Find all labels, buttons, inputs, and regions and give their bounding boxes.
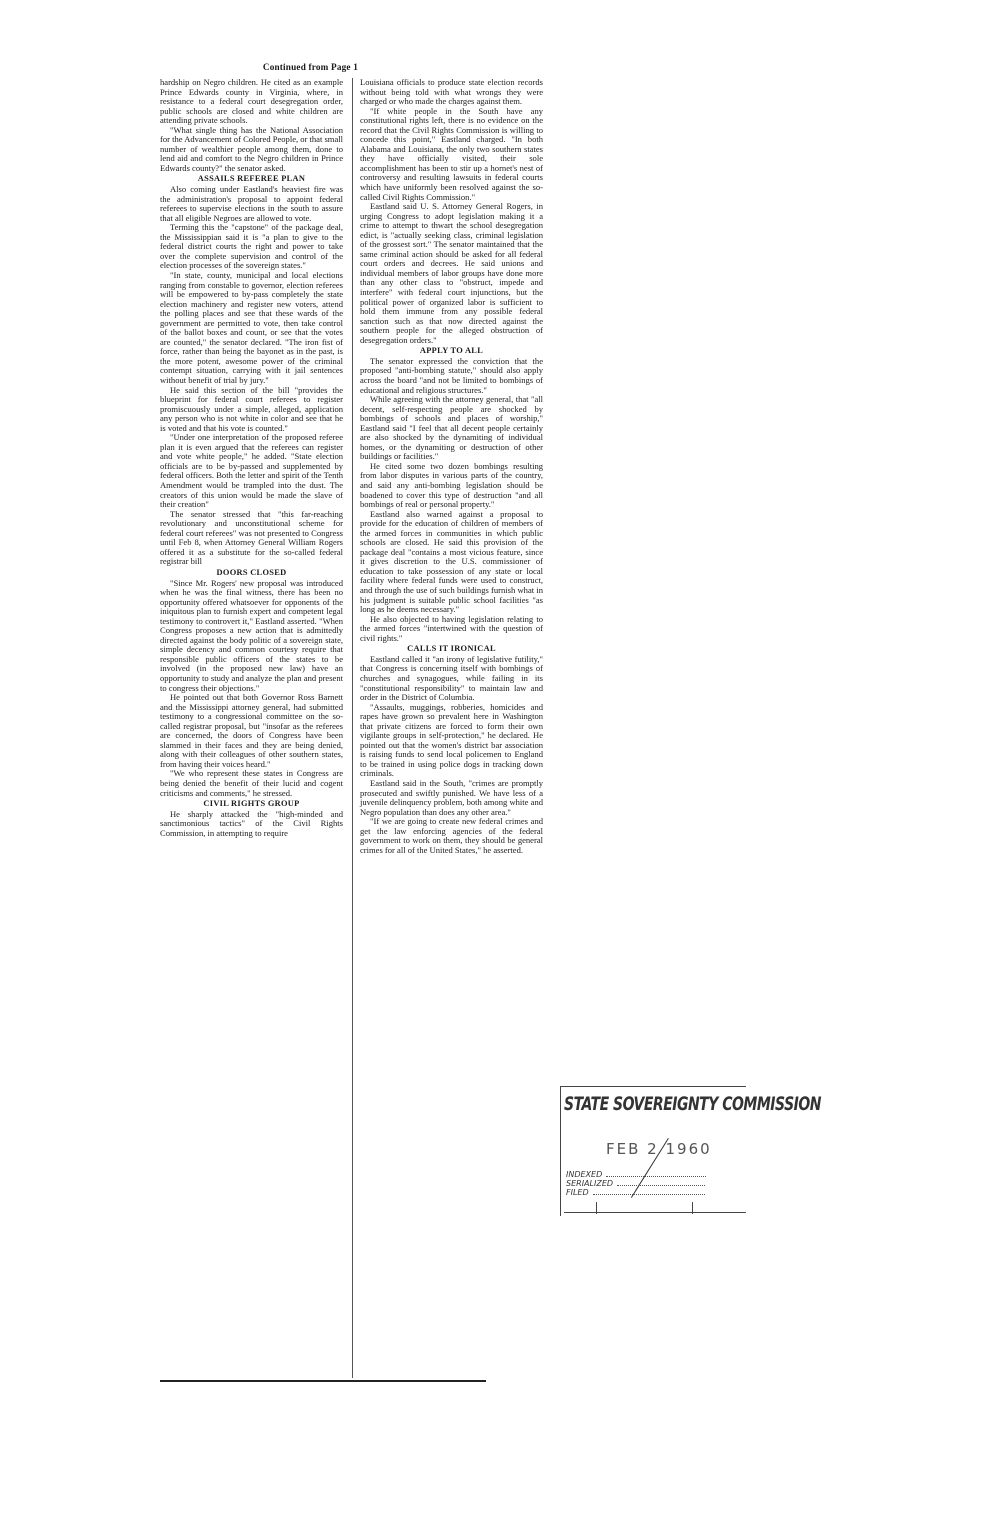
- article-paragraph: "Since Mr. Rogers' new proposal was introduced when he was the final witness, there has been no opportunity offered whatsoever for opponents of the iniquitous plan to furnish expert and competent legal testimony to controvert it," Eastland asserted. "When Congress proposes a new action that is admittedly directed against the body politic of a sovereign state, simple decency and common courtesy require that responsible public officers of the states to be involved (in the proposed new law) have an opportunity to study and analyze the plan and present to congress their objections.": [160, 577, 343, 693]
- stamp-frame-left: [560, 1086, 561, 1216]
- article-paragraph: Eastland also warned against a proposal to provide for the education of children of members of the armed forces in communities in which public schools are closed. He said this provision of the package deal "contains a most vicious feature, since it gives discretion to the U.S. commissioner of education to take possession of any state or local facility where federal funds were used to construct, and through the use of such buildings furnish what in his judgment is suitable public school facilities "as long as he deems necessary.": [360, 508, 543, 615]
- article-paragraph: "In state, county, municipal and local elections ranging from constable to governor, election referees will be empowered to by-pass completely the state election machinery and register new voters, attend the polling places and see that these wards of the government are permitted to vote, then take control of the ballot boxes and count, or see that the votes are counted," the senator declared. "The iron fist of force, rather than being the bayonet as in the past, is the more potent, awesome power of the criminal contempt situation, carrying with it jail sentences without benefit of trial by jury.": [160, 269, 343, 385]
- stamp-frame-top: [560, 1086, 746, 1087]
- stamp-title: STATE SOVEREIGNTY COMMISSION: [564, 1094, 821, 1116]
- stamp-field-line: [593, 1194, 705, 1195]
- article-paragraph: "We who represent these states in Congress are being denied the benefit of their lucid and cogent criticisms and comments," he stressed.: [160, 768, 343, 798]
- article-paragraph: He cited some two dozen bombings resulting from labor disputes in various parts of the country, and said any anti-bombing legislation should be boadened to cover this type of destruction "and all bombings of real or personal property.": [360, 460, 543, 510]
- article-paragraph: Terming this the "capstone" of the package deal, the Mississippian said it is "a plan to give to the federal district courts the right and power to take over the complete supervision and control of the election processes of the sovereign states.": [160, 222, 343, 271]
- stamp-field-serialized: [566, 1179, 706, 1188]
- stamp-field-label: INDEXED: [566, 1170, 603, 1179]
- article-paragraph: Eastland said U. S. Attorney General Rogers, in urging Congress to adopt legislation making it a crime to attempt to thwart the school desegregation edict, is "actually seeking class, criminal legislation of the grossest sort." The senator maintained that the same criminal action should be asked for all federal court orders and decrees. He said unions and individual members of labor groups have done more than any other class to "obstruct, impede and interfere" with federal court injunctions, but the political power of organized labor is sufficient to hold them immune from any possible federal sanction such as that now directed against the southern people for the alleged obstruction of desegregation orders.": [360, 201, 543, 345]
- article-paragraph: "What single thing has the National Association for the Advancement of Colored People, or that small number of wealthier people among them, done to lend aid and comfort to the Negro children in Prince Edwards county?" the senator asked.: [160, 124, 343, 173]
- stamp-field-label: SERIALIZED: [566, 1179, 614, 1188]
- article-paragraph: He said this section of the bill "provides the blueprint for federal court referees to register promiscuously under a simple, alleged, application any person who is not white in color and see that he is voted and that his vote is counted.": [160, 384, 343, 433]
- section-subheading: DOORS CLOSED: [216, 567, 287, 577]
- article-paragraph: Also coming under Eastland's heaviest fire was the administration's proposal to appoint federal referees to supervise elections in the south to assure that all eligible Negroes are allowed to vote.: [160, 184, 343, 223]
- stamp-field-line: [617, 1185, 705, 1186]
- commission-stamp: [556, 1080, 821, 1220]
- stamp-box-tick: [692, 1202, 693, 1214]
- article-paragraph: "If we are going to create new federal crimes and get the law enforcing agencies of the federal government to work on them, they should be general crimes for all of the United States," he asserted.: [360, 816, 543, 855]
- stamp-field-line: [606, 1176, 706, 1177]
- article-paragraph: The senator stressed that "this far-reaching revolutionary and unconstitutional scheme for federal court referees" was not presented to Congress until Feb 8, when Attorney General William Rogers offered it as a substitute for the so-called federal registrar bill: [160, 508, 343, 567]
- section-subheading: APPLY TO ALL: [419, 346, 484, 356]
- column-divider: [352, 78, 353, 1378]
- article-paragraph: The senator expressed the conviction that the proposed "anti-bombing statute," should also apply across the board "and not be limited to bombings of educational and religious structures.": [360, 355, 543, 395]
- article-paragraph: While agreeing with the attorney general, that "all decent, self-respecting people are shocked by bombings of schools and places of worship," Eastland said "I feel that all decent people certainly are also shocked by the dynamiting of individual homes, or the dynamiting or destruction of other buildings or facilities.": [360, 394, 543, 462]
- stamp-field-label: FILED: [566, 1188, 589, 1197]
- stamp-bottom-box: [564, 1202, 746, 1213]
- article-paragraph: He also objected to having legislation relating to the armed forces "intertwined with the question of civil rights.": [360, 613, 543, 643]
- article-column-right: [360, 78, 543, 855]
- section-subheading: ASSAILS REFEREE PLAN: [197, 174, 306, 184]
- article-paragraph: Eastland called it "an irony of legislative futility," that Congress is concerning itself with bombings of churches and synagogues, while failing in its "constitutional responsibility" to maintain law and order in the District of Columbia.: [360, 653, 543, 703]
- continued-from-header: Continued from Page 1: [262, 62, 358, 72]
- section-subheading: CALLS IT IRONICAL: [407, 644, 496, 654]
- article-paragraph: Eastland said in the South, "crimes are promptly prosecuted and swiftly punished. We have less of a juvenile delinquency problem, both among white and Negro population than does any other area.": [360, 778, 543, 817]
- article-paragraph: "Under one interpretation of the proposed referee plan it is even argued that the referees can register and vote white people," he added. "State election officials are to be by-passed and supplemented by federal officers. Both the letter and spirit of the Tenth Amendment would be trampled into the dust. The creators of this union would be made the slave of their creation": [160, 432, 343, 510]
- article-paragraph: "If white people in the South have any constitutional rights left, there is no evidence on the record that the Civil Rights Commission is willing to concede this point," Eastland charged. "In both Alabama and Louisiana, the only two southern states they have officially visited, their sole accomplishment has been to stir up a hornet's nest of controversy and resulting lawsuits in federal courts which have uniformly been resolved against the so-called Civil Rights Commission.": [360, 105, 543, 202]
- article-paragraph: Louisiana officials to produce state election records without being told with what wrongs they were charged or who made the charges against them.: [360, 77, 543, 107]
- stamp-fields: [566, 1170, 706, 1197]
- stamp-box-tick: [596, 1202, 597, 1214]
- article-end-rule: [160, 1380, 486, 1382]
- stamp-date: FEB 2 1960: [606, 1140, 712, 1158]
- stamp-field-filed: [566, 1188, 706, 1197]
- stamp-field-indexed: [566, 1170, 706, 1179]
- article-paragraph: hardship on Negro children. He cited as an example Prince Edwards county in Virginia, where, in resistance to a federal court desegregation order, public schools are closed and white children are attending private schools.: [160, 77, 343, 126]
- section-subheading: CIVIL RIGHTS GROUP: [203, 799, 300, 809]
- article-column-left: [160, 78, 343, 838]
- article-paragraph: He sharply attacked the "high-minded and sanctimonious tactics" of the Civil Rights Commission, in attempting to require: [160, 808, 343, 838]
- article-paragraph: He pointed out that both Governor Ross Barnett and the Mississippi attorney general, had submitted testimony to a congressional committee on the so-called registrar proposal, but "insofar as the referees are concerned, the doors of Congress have been slammed in their faces and they are being denied, along with their colleagues of other southern states, from having their voices heard.": [160, 692, 343, 769]
- article-paragraph: "Assaults, muggings, robberies, homicides and rapes have grown so prevalent here in Washington that private citizens are forced to form their own vigilante groups in self-protection," he declared. He pointed out that the women's district bar association is raising funds to send local policemen to England to be trained in using police dogs in tracking down criminals.: [360, 701, 543, 779]
